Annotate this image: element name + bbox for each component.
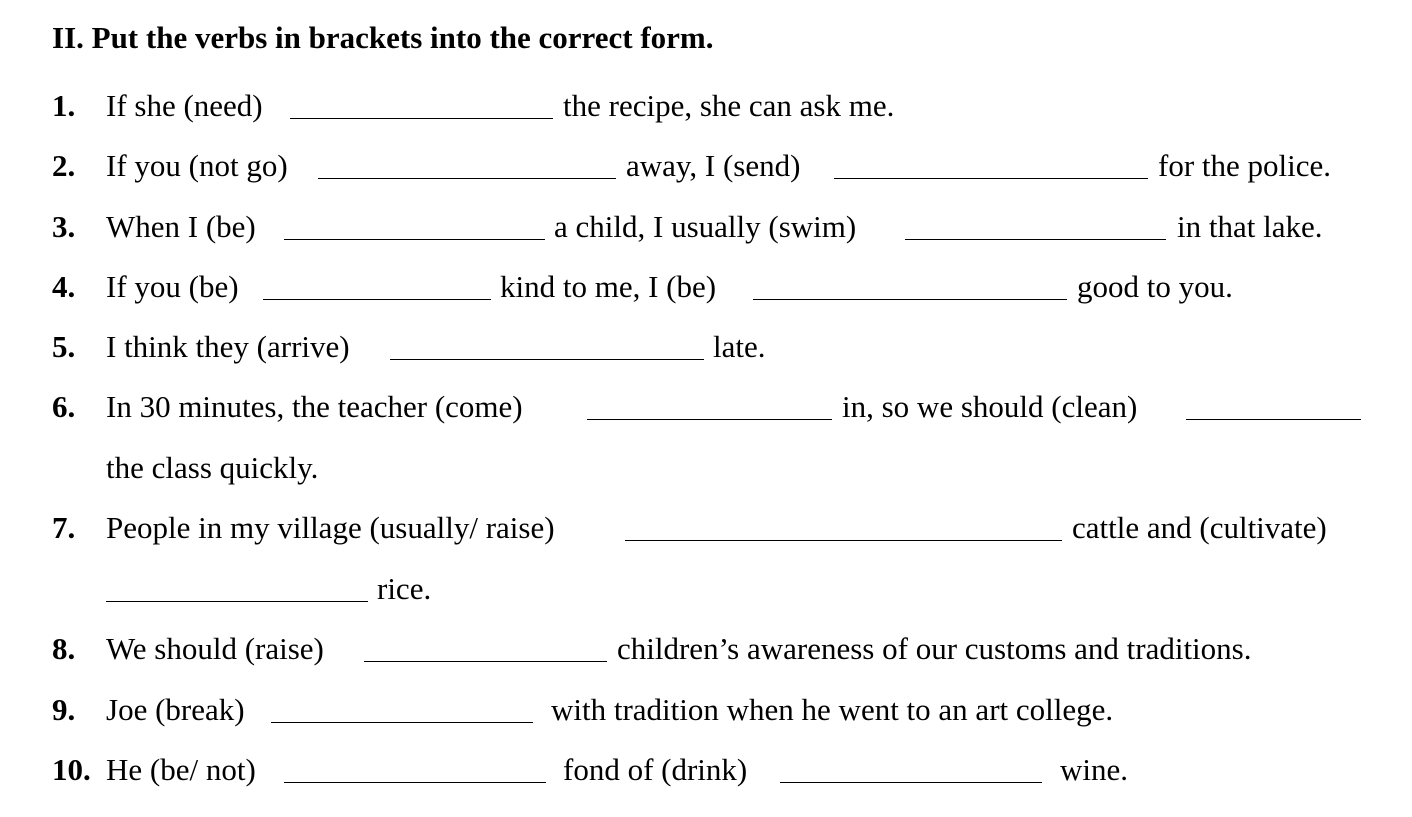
item-text: late.	[713, 329, 766, 364]
item-number: 6.	[52, 389, 76, 424]
item-text: People in my village (usually/ raise)	[106, 510, 555, 545]
item-text: Joe (break)	[106, 692, 245, 727]
answer-blank[interactable]	[834, 146, 1148, 186]
answer-blank[interactable]	[390, 327, 704, 367]
item-text: He (be/ not)	[106, 752, 256, 787]
item-text: If you (not go)	[106, 148, 288, 183]
item-text: rice.	[377, 571, 432, 606]
item-number: 1.	[52, 88, 76, 123]
item-text: In 30 minutes, the teacher (come)	[106, 389, 523, 424]
item-number: 8.	[52, 631, 76, 666]
answer-blank[interactable]	[1186, 387, 1361, 427]
item-number: 2.	[52, 148, 76, 183]
item-text: fond of (drink)	[563, 752, 748, 787]
answer-blank[interactable]	[318, 146, 616, 186]
item-text: When I (be)	[106, 209, 256, 244]
answer-blank[interactable]	[263, 267, 491, 307]
item-text: for the police.	[1158, 148, 1332, 183]
item-number: 5.	[52, 329, 76, 364]
item-text: cattle and (cultivate)	[1072, 510, 1327, 545]
item-text: wine.	[1060, 752, 1129, 787]
item-number: 4.	[52, 269, 76, 304]
exercise-heading: II. Put the verbs in brackets into the correct form.	[52, 20, 714, 55]
item-text: with tradition when he went to an art college.	[551, 692, 1114, 727]
answer-blank[interactable]	[587, 387, 832, 427]
item-number: 9.	[52, 692, 76, 727]
item-text: kind to me, I (be)	[500, 269, 717, 304]
answer-blank[interactable]	[284, 750, 546, 790]
item-text: We should (raise)	[106, 631, 324, 666]
answer-blank[interactable]	[625, 508, 1062, 548]
item-text: children’s awareness of our customs and traditions.	[617, 631, 1252, 666]
item-text: If you (be)	[106, 269, 239, 304]
item-text: good to you.	[1077, 269, 1233, 304]
answer-blank[interactable]	[284, 207, 545, 247]
answer-blank[interactable]	[290, 86, 553, 126]
answer-blank[interactable]	[106, 569, 368, 609]
item-number: 3.	[52, 209, 76, 244]
answer-blank[interactable]	[780, 750, 1042, 790]
item-number: 7.	[52, 510, 76, 545]
item-text: a child, I usually (swim)	[554, 209, 857, 244]
item-number: 10.	[52, 752, 91, 787]
answer-blank[interactable]	[753, 267, 1067, 307]
item-text: If she (need)	[106, 88, 263, 123]
answer-blank[interactable]	[905, 207, 1166, 247]
item-text: in that lake.	[1177, 209, 1323, 244]
item-text: the class quickly.	[106, 450, 319, 485]
item-text: away, I (send)	[626, 148, 801, 183]
item-text: in, so we should (clean)	[842, 389, 1138, 424]
answer-blank[interactable]	[364, 629, 607, 669]
item-text: I think they (arrive)	[106, 329, 350, 364]
item-text: the recipe, she can ask me.	[563, 88, 895, 123]
answer-blank[interactable]	[271, 690, 533, 730]
